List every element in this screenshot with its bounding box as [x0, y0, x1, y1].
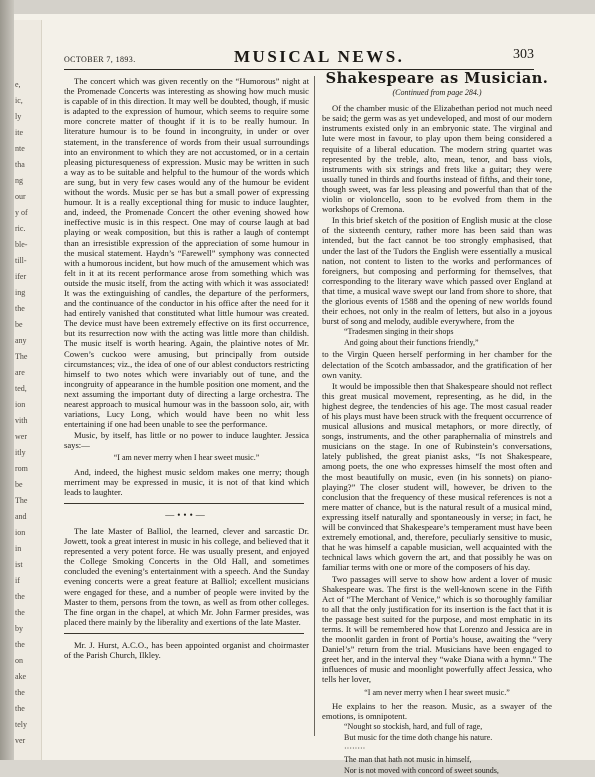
margin-fragment: ion	[15, 528, 26, 537]
margin-fragment: tely	[15, 720, 27, 729]
jessica-quote: “I am never merry when I hear sweet music.”	[113, 453, 260, 463]
margin-fragment: ly	[15, 112, 22, 121]
margin-fragment: the	[15, 592, 25, 601]
verse-break: ········	[344, 744, 366, 753]
chamber-music-paragraph: Of the chamber music of the Elizabethan period not much need be said; the germ was as yet undeveloped, and most of our modern instruments existed only in an embryonic state. The virginal and lute were most in favour, to play upon them being considered a requisite of a liberal education. The modern string quartet was represented by the treble, alto, mean, tenor, and bass viols, instruments with six strings and frets like a guitar; they were usually tuned in thirds and fourths instead of fifths, and their tone, though sweet, was far less pleasing and powerful than that of the violin or violoncello, soon to be evolved from them in the workshops of Cremona.	[322, 103, 552, 215]
sketch-paragraph: In this brief sketch of the position of English music at the close of the sixteenth century, rather more has been said than was intended, but the fact cannot be too strongly emphasised, that under the last of the Tudors the English were essentially a musical nation, not content to listen to the works and performances of foreigners, but composing and performing for themselves, that corresponding to the literary wave which passed over England at that time, a musical wave swept our land from shore to shore, that the glorious events of 1588 and the opening of new worlds found their echoes, not only in the realm of letters, but also in a joyous burst of song and melody, audible everywhere, from the	[322, 215, 552, 327]
margin-fragment: by	[15, 624, 23, 633]
margin-fragment: ion	[15, 400, 26, 409]
article-title: Shakespeare as Musician.	[325, 70, 549, 87]
margin-fragment: ng	[15, 176, 23, 185]
verse-line: The man that hath not music in himself,	[344, 755, 472, 765]
virgin-queen-paragraph: to the Virgin Queen herself performing in her chamber for the delectation of the Scotch ambassador, and the gratification of her own vanity.	[322, 349, 552, 380]
section-rule	[64, 633, 304, 634]
margin-fragment: ted,	[15, 384, 27, 393]
margin-fragment: be	[15, 480, 23, 489]
column-divider	[314, 76, 315, 736]
verse-line: But music for the time doth change his nature.	[344, 732, 493, 742]
article-subtitle: (Continued from page 284.)	[392, 88, 482, 98]
margin-fragment: e,	[15, 80, 21, 89]
margin-fragment: nte	[15, 144, 25, 153]
right-column	[322, 70, 552, 777]
margin-fragment: the	[15, 304, 25, 313]
shakespeare-paragraph: It would be impossible then that Shakespeare should not reflect this great musical movement, representing, as he did, in the highest degree, the tendencies of his age. The most casual reader of his plays must have been struck with the frequent occurrence of musical allusions and musical metaphors, or more directly, of songs, instruments, and the other paraphernalia of minstrels and musicians on the stage. In one of Rubinstein’s conversations, lately published, the great pianist asks, “Is not Shakespeare, among poets, the one who expresses himself the most often and the most beautifully on music, even (in his sonnets) on piano-playing?” The closer student will, however, be driven to the conclusion that the frequency of these musical references is not a mere matter of chance, but is the natural result of a musical mind, expressing itself naturally and spontaneously in verse; in fact, he will be convinced that Shakespeare’s temperament must have been extremely emotional, and, therefore, peculiarly sensitive to music, that he was himself a capable musician, well acquainted with the technical laws which govern the art, and that possibly he was on familiar terms with one or more of the composers of his day.	[322, 380, 552, 573]
masthead-title: MUSICAL NEWS.	[234, 47, 405, 66]
margin-fragment: ifer	[15, 272, 27, 281]
margin-fragment: ist	[15, 560, 23, 569]
reason-paragraph: He explains to her the reason. Music, as a swayer of the emotions, is omnipotent.	[322, 700, 552, 721]
margin-fragment: The	[15, 352, 28, 361]
humour-paragraph: The concert which was given recently on the “Humorous” night at the Promenade Concerts was interesting as showing how much music is capable of in this direction. It may well be doubted, though, if music is adapted to the expression of humour, which seems to require some more concrete matter of thought if it is to be really humour. In literature humour is to be found in incongruity, in under or over statement, in the transference of words from their usual surroundings into an environment to which they are not accustomed, or in a certain pleasing picturesqueness of expression. Music may be written in such a way as to be suitable and helpful to the humour of the words which are sung, but in very few cases would any of the humour be evident without the words. Music per se has but a small power of expressing humour. It is a really exceptional thing for music to induce laughter, and, indeed, the Promenade Concert the other evening showed how ineffective music is in this respect. One may of course laugh at bad playing or weak composition, but this is rather a laugh of contempt than an irresistible expression of the appreciation of some humour in the musical statement. Haydn’s “Farewell” symphony was connected with a humorous incident, but how much of the amusement which was felt in it at its recent performance arose from something which was outside the music itself, from the acting with which it was associated! It was the extinguishing of candles, the departure of the performers, and the continuance of the conductor in his office after the need for it had entirely vanished that constituted what little humour was created. The device must have been extremely effective on its first occurrence, but its resurrection now with the acting was little more than childish. The music itself is worth hearing. Again, the plaintive notes of Mr. Cowen’s cuckoo were amusing, but principally from outside circumstances; viz., the idea of one of our ablest conductors restricting himself to two notes which were invariably out of tune, and the incongruity of appearance in the humble position one moment, and the next assuming the important duty of directing a large orchestra. The nearest approach to musical humour was in the bassoon solo, air, with variations, Lucy Long, which would have been no whit less entertaining if one had been unable to see the performance.	[64, 76, 309, 430]
book-binding-shadow	[0, 0, 14, 760]
margin-fragment: tha	[15, 160, 25, 169]
verse-line: “Nought so stockish, hard, and full of rage,	[344, 721, 483, 731]
margin-fragment: the	[15, 704, 25, 713]
hurst-notice: Mr. J. Hurst, A.C.O., has been appointed organist and choirmaster of the Parish Church, Ilkley.	[64, 639, 309, 660]
jessica-paragraph: Music, by itself, has little or no power to induce laughter. Jessica says:—	[64, 430, 309, 451]
previous-page-edge	[14, 20, 42, 760]
page-number: 303	[513, 47, 534, 62]
margin-fragment: vith	[15, 416, 28, 425]
margin-fragment: the	[15, 640, 25, 649]
margin-fragment: rom	[15, 464, 28, 473]
margin-fragment: itly	[15, 448, 26, 457]
margin-fragment: wer	[15, 432, 27, 441]
margin-fragment: and	[15, 512, 27, 521]
margin-fragment: ake	[15, 672, 27, 681]
margin-fragment: on	[15, 656, 23, 665]
page-header	[64, 45, 534, 65]
margin-fragment: ble-	[15, 240, 28, 249]
newspaper-page	[14, 14, 595, 776]
margin-fragment: The	[15, 496, 28, 505]
margin-fragment: y of	[15, 208, 28, 217]
left-column	[64, 76, 309, 661]
verse-line: “Tradesmen singing in their shops	[344, 327, 454, 337]
margin-fragment: ing	[15, 288, 26, 297]
verse-line: And going about their functions friendly,”	[344, 338, 479, 348]
margin-fragment: till-	[15, 256, 27, 265]
margin-fragment: any	[15, 336, 27, 345]
section-rule	[64, 503, 304, 504]
passages-paragraph: Two passages will serve to show how ardent a lover of music Shakespeare was. The first is the well-known scene in the Fifth Act of “The Merchant of Venice,” which is so thoroughly familiar to all that the only justification for its insertion is the fact that it is the passage best suited for the purpose, and most emphatic in its terms. It will be remembered how that Lorenzo and Jessica are in the moonlit garden in front of Portia’s house, awaiting the “very Daniel’s” return from the trial. Musicians have been engaged to greet her, and in the interval they “wake Diana with a hymn.” The influences of music and moonlight powerfully affect Jessica, who tells her lover,	[322, 573, 552, 685]
issue-date: OCTOBER 7, 1893.	[64, 55, 136, 64]
margin-fragment: be	[15, 320, 23, 329]
section-ornament: —•••—	[165, 509, 208, 520]
margin-fragment: if	[15, 576, 20, 585]
margin-fragment: ver	[15, 736, 26, 745]
margin-fragment: ic,	[15, 96, 23, 105]
margin-fragment: in	[15, 544, 22, 553]
balliol-paragraph: The late Master of Balliol, the learned, clever and sarcastic Dr. Jowett, took a great interest in music in his college, and believed that it represented a very potent force. He was usually present, and enjoyed the College Smoking Concerts in the Old Hall, and sometimes concluded the evening’s entertainment with a speech. And the Sunday evening concerts were a great feature at Balliol; excellent musicians were engaged for these, and a number of people were invited by the Master to them, persons from the town, as well as from other colleges. The fine organ in the chapel, at which Mr. John Farmer presides, was placed there mainly by the liberality and exertions of the late Master.	[64, 525, 309, 627]
margin-fragment: our	[15, 192, 26, 201]
margin-fragment: the	[15, 688, 25, 697]
margin-fragment: are	[15, 368, 25, 377]
margin-fragment: ite	[15, 128, 23, 137]
margin-fragment: the	[15, 608, 25, 617]
jessica-quote-2: “I am never merry when I hear sweet music.”	[364, 687, 510, 697]
closing-paragraph: And, indeed, the highest music seldom makes one merry; though merriment may be expressed in music, it is not of that kind which leads to laughter.	[64, 466, 309, 497]
verse-line: Nor is not moved with concord of sweet sounds,	[344, 766, 499, 776]
margin-fragment: ric.	[15, 224, 26, 233]
